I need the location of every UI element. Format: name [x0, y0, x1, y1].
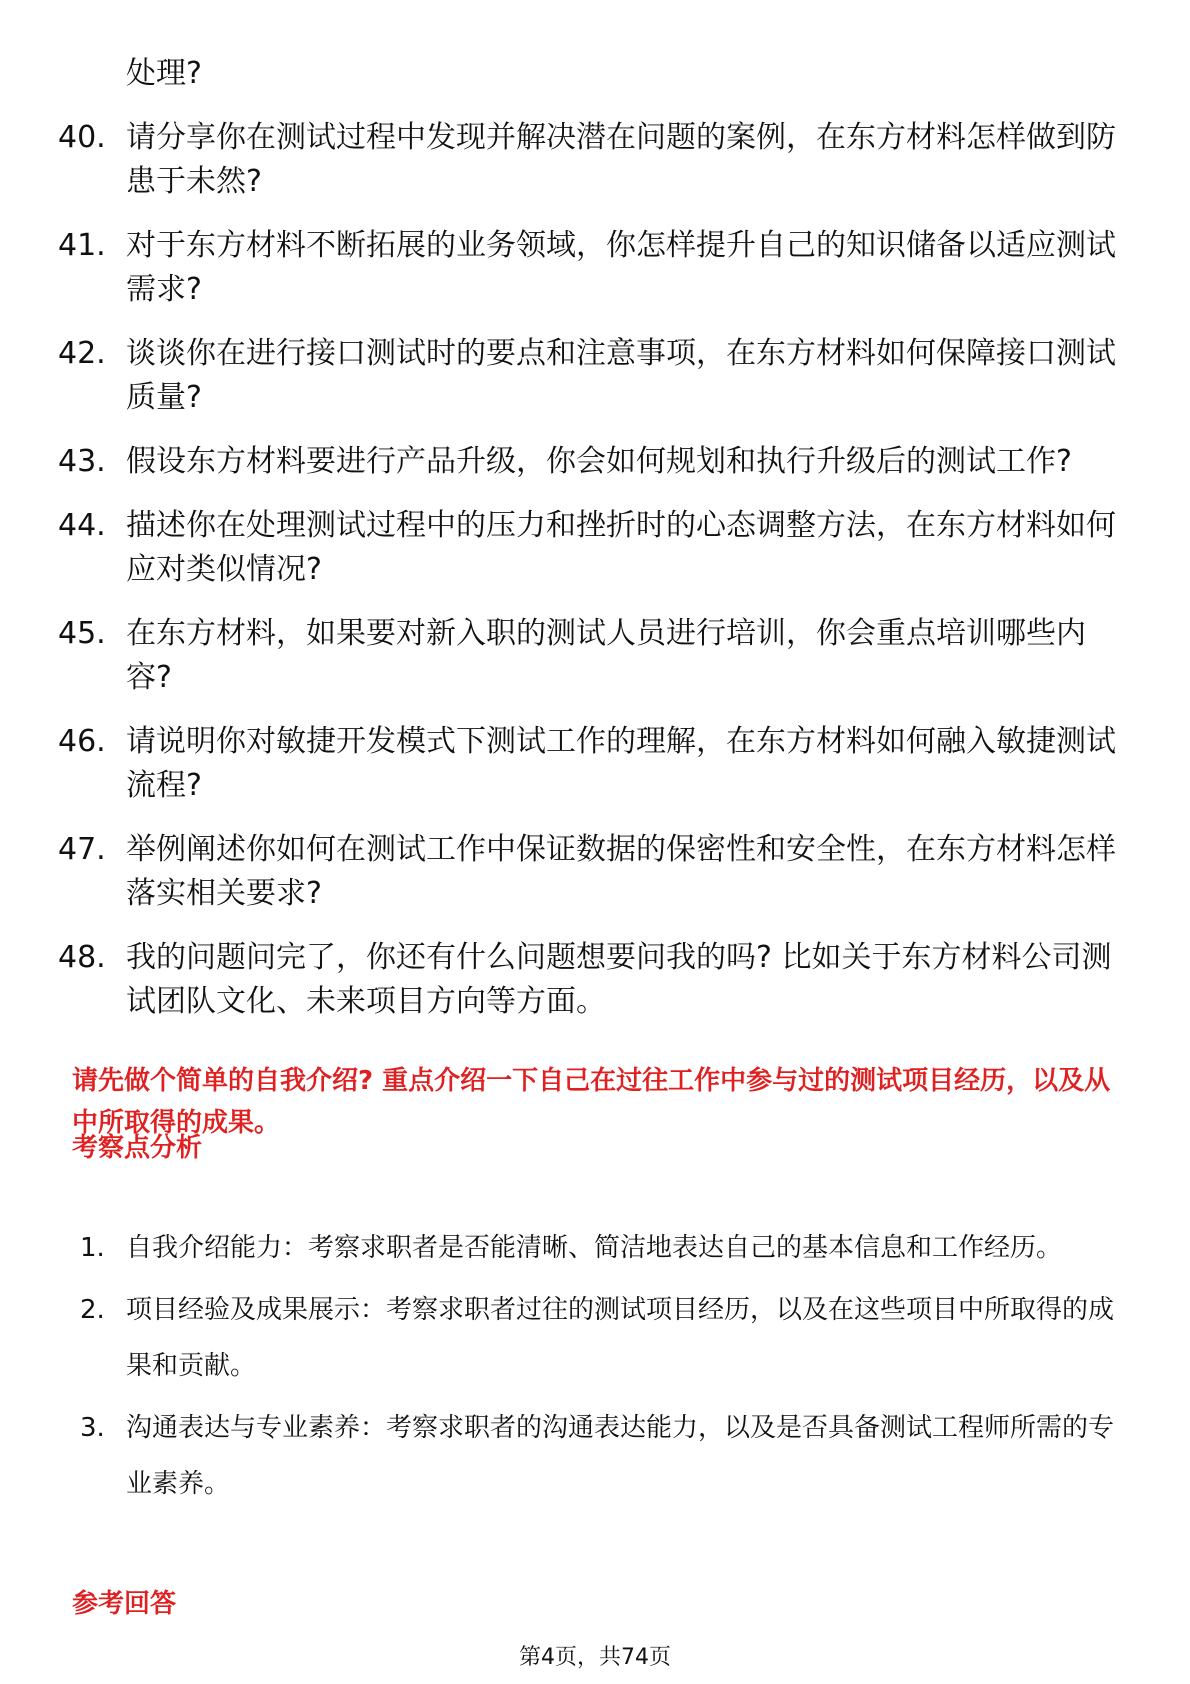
analysis-title: 考察点分析 [72, 1133, 203, 1163]
question-number: 46. [58, 724, 106, 759]
question-item [58, 936, 1118, 1024]
page-footer: 第4页，共74页 [519, 1645, 671, 1670]
question-number: 42. [58, 336, 106, 371]
question-number: 43. [58, 444, 106, 479]
question-item [58, 720, 1118, 808]
question-item [58, 504, 1118, 592]
question-item [58, 440, 1118, 484]
question-text: 对于东方材料不断拓展的业务领域，你怎样提升自己的知识储备以适应测试需求? [126, 228, 1116, 307]
question-continuation [58, 52, 1118, 96]
analysis-item [80, 1400, 1120, 1512]
question-number: 40. [58, 120, 106, 155]
question-item [58, 224, 1118, 312]
analysis-number: 2. [80, 1295, 105, 1325]
question-text: 谈谈你在进行接口测试时的要点和注意事项，在东方材料如何保障接口测试质量? [126, 336, 1116, 415]
question-text: 我的问题问完了，你还有什么问题想要问我的吗? 比如关于东方材料公司测试团队文化、未来项目方向等方面。 [126, 940, 1112, 1019]
interview-question-heading: 请先做个简单的自我介绍? 重点介绍一下自己在过往工作中参与过的测试项目经历，以及从中所取得的成果。 [72, 1066, 1111, 1138]
question-number: 47. [58, 832, 106, 867]
question-item [58, 116, 1118, 204]
analysis-text: 自我介绍能力：考察求职者是否能清晰、简洁地表达自己的基本信息和工作经历。 [126, 1233, 1063, 1263]
question-continuation-text: 处理? [126, 56, 202, 91]
analysis-number: 3. [80, 1413, 105, 1443]
question-text: 假设东方材料要进行产品升级，你会如何规划和执行升级后的测试工作? [126, 444, 1072, 479]
question-number: 41. [58, 228, 106, 263]
question-text: 请分享你在测试过程中发现并解决潜在问题的案例，在东方材料怎样做到防患于未然? [126, 120, 1116, 199]
question-text: 举例阐述你如何在测试工作中保证数据的保密性和安全性，在东方材料怎样落实相关要求? [126, 832, 1116, 911]
question-number: 44. [58, 508, 106, 543]
question-number: 45. [58, 616, 106, 651]
analysis-item [80, 1282, 1120, 1394]
question-item [58, 828, 1118, 916]
reference-answer-title: 参考回答 [72, 1589, 177, 1619]
question-list [58, 52, 1118, 1044]
question-text: 请说明你对敏捷开发模式下测试工作的理解，在东方材料如何融入敏捷测试流程? [126, 724, 1116, 803]
analysis-list [80, 1220, 1120, 1518]
analysis-number: 1. [80, 1233, 105, 1263]
analysis-text: 沟通表达与专业素养：考察求职者的沟通表达能力，以及是否具备测试工程师所需的专业素养。 [126, 1413, 1115, 1499]
question-text: 在东方材料，如果要对新入职的测试人员进行培训，你会重点培训哪些内容? [126, 616, 1086, 695]
question-item [58, 612, 1118, 700]
question-text: 描述你在处理测试过程中的压力和挫折时的心态调整方法，在东方材料如何应对类似情况? [126, 508, 1116, 587]
analysis-item [80, 1220, 1120, 1276]
question-number: 48. [58, 940, 106, 975]
question-item [58, 332, 1118, 420]
analysis-text: 项目经验及成果展示：考察求职者过往的测试项目经历，以及在这些项目中所取得的成果和贡献。 [126, 1295, 1115, 1381]
